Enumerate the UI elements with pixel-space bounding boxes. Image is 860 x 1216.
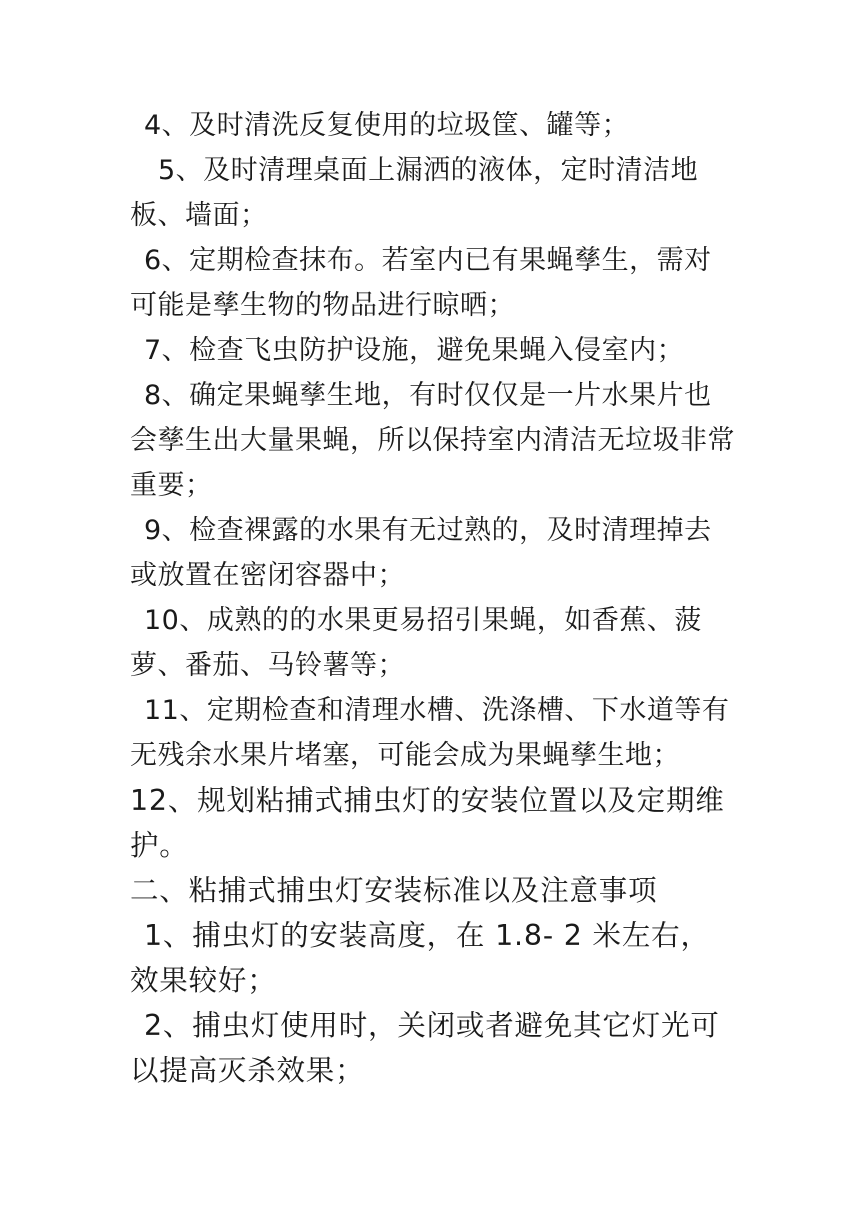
paragraph-item-8: 8、确定果蝇孳生地，有时仅仅是一片水果片也会孳生出大量果蝇，所以保持室内清洁无垃圾非常重要； [130, 380, 735, 501]
paragraph-item-6: 6、定期检查抹布。若室内已有果蝇孳生，需对可能是孳生物的物品进行晾晒； [130, 245, 712, 321]
paragraph-item-9: 9、检查裸露的水果有无过熟的，及时清理掉去或放置在密闭容器中； [130, 515, 712, 591]
document-body [130, 103, 735, 1093]
paragraph-item-11: 11、定期检查和清理水槽、洗涤槽、下水道等有无残余水果片堵塞，可能会成为果蝇孳生地； [130, 695, 730, 771]
paragraph-install-2: 2、捕虫灯使用时，关闭或者避免其它灯光可以提高灭杀效果； [130, 1009, 720, 1087]
paragraph-item-7: 7、检查飞虫防护设施，避免果蝇入侵室内； [144, 335, 685, 366]
paragraph-item-10: 10、成熟的的水果更易招引果蝇，如香蕉、菠萝、番茄、马铃薯等； [130, 605, 702, 681]
paragraph-item-4: 4、及时清洗反复使用的垃圾筐、罐等； [144, 110, 630, 141]
paragraph-item-12: 12、规划粘捕式捕虫灯的安装位置以及定期维护。 [130, 784, 725, 862]
paragraph-item-5: 5、及时清理桌面上漏洒的液体，定时清洁地板、墙面； [130, 155, 699, 231]
paragraph-install-1: 1、捕虫灯的安装高度，在 1.8- 2 米左右，效果较好； [130, 919, 710, 997]
section-heading: 二、粘捕式捕虫灯安装标准以及注意事项 [130, 874, 658, 907]
